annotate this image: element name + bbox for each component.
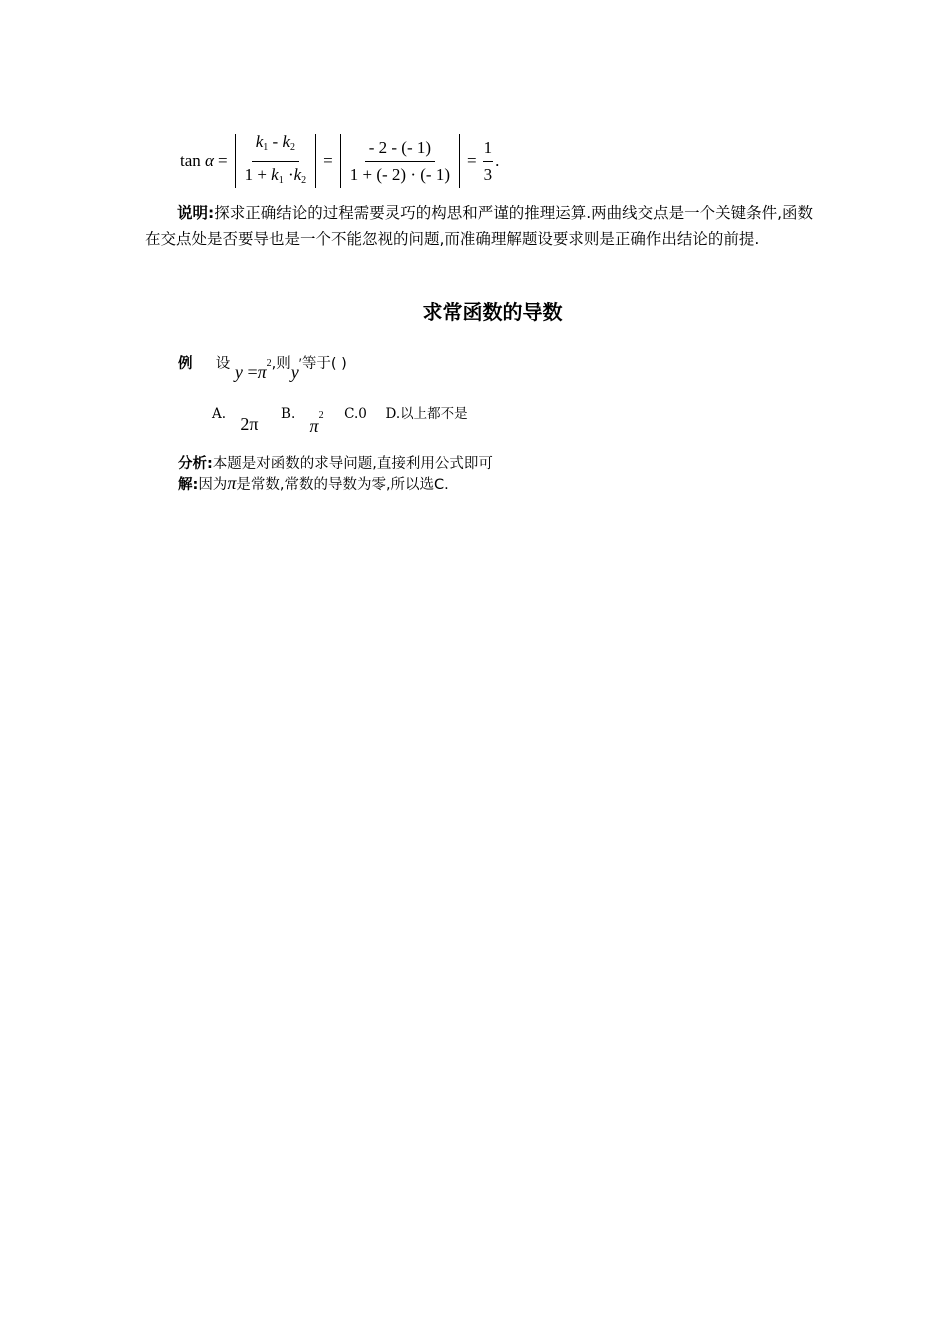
pi-symbol: π <box>257 362 267 382</box>
fraction-denominator: $1 + k_1 \cdot k_2$ <box>244 164 307 186</box>
equals-sign: = <box>217 151 228 170</box>
option-b-label: B. <box>281 406 296 422</box>
abs-bar-left <box>340 134 341 188</box>
note-text: 探求正确结论的过程需要灵巧的构思和严谨的推理运算.两曲线交点是一个关键条件,函数在交点处是否要导也是一个不能忽视的问题,而准确理解题设要求则是正确作出结论的前提. <box>145 204 814 248</box>
example-label: 例 <box>178 356 193 372</box>
solution-post: 是常数,常数的导数为零,所以选C. <box>236 477 449 493</box>
fraction-values <box>346 137 454 186</box>
solution-label: 解: <box>178 477 199 493</box>
fraction-denominator: 1 + (- 2) · (- 1) <box>349 164 450 184</box>
equals-sign: = <box>466 151 477 170</box>
abs-bar-right <box>315 134 316 188</box>
options-line <box>212 402 468 436</box>
option-b-math: π <box>309 416 319 436</box>
period: . <box>495 151 500 170</box>
analysis-text: 本题是对函数的求导问题,直接利用公式即可 <box>212 456 493 472</box>
fraction-result <box>483 137 494 186</box>
fraction-denominator: 3 <box>483 164 493 184</box>
option-a-math: 2π <box>240 414 259 434</box>
option-b-exp: 2 <box>318 410 324 421</box>
then-text: ,则 <box>271 356 291 372</box>
abs-bar-left <box>235 134 236 188</box>
solution-line <box>178 473 449 494</box>
tan-alpha-formula <box>180 132 499 190</box>
analysis-label: 分析: <box>178 456 213 472</box>
section-title: 求常函数的导数 <box>422 300 563 324</box>
alpha-symbol: α <box>205 151 214 170</box>
note-paragraph <box>145 200 815 252</box>
equals-sign: = <box>323 151 333 170</box>
pi-symbol: π <box>227 473 237 493</box>
solution-pre: 因为 <box>198 477 228 493</box>
fraction-numerator: 1 <box>483 137 494 162</box>
fraction-numerator: - 2 - (- 1) <box>365 137 435 162</box>
exponent: 2 <box>266 358 272 369</box>
fraction-numerator: $k_1 - k_2$ <box>252 131 299 162</box>
equals-sign: = <box>247 362 258 382</box>
abs-bar-right <box>459 134 460 188</box>
note-label: 说明: <box>177 204 215 222</box>
option-a-label: A. <box>212 406 227 422</box>
equals-to-text: 等于( ) <box>301 356 347 372</box>
y-var: y <box>234 362 243 382</box>
example-set: 设 <box>215 356 231 372</box>
prime-mark: ′ <box>298 356 302 372</box>
tan-label: tan <box>180 151 201 170</box>
y-prime-var: y <box>290 362 299 382</box>
fraction-slopes <box>241 131 311 192</box>
example-line <box>178 352 347 382</box>
option-c-label: C.0 <box>344 406 367 422</box>
option-d-label: D.以上都不是 <box>385 406 468 422</box>
analysis-line <box>178 452 493 473</box>
